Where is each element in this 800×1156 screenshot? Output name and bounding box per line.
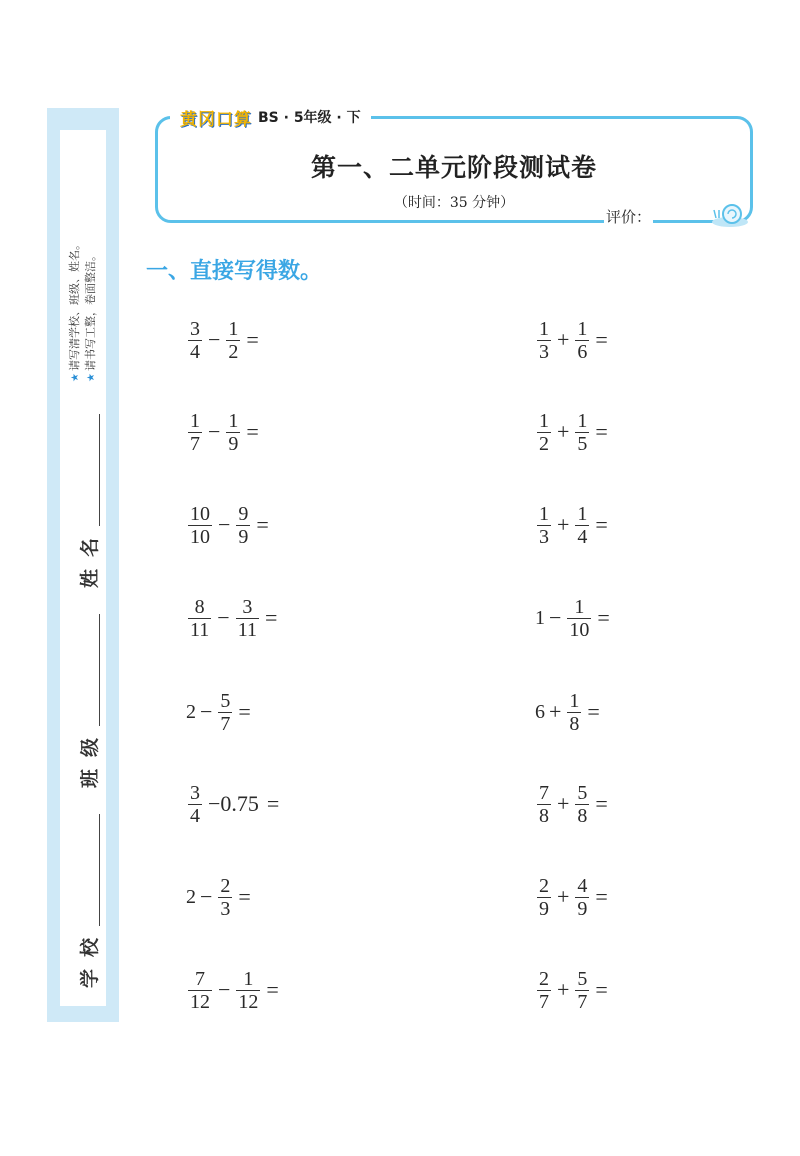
problem-3-left [186,495,273,555]
denominator: 12 [190,990,210,1013]
operator: = [595,884,608,909]
whole-number: 6 [535,700,545,723]
fraction [188,318,202,363]
numerator: 10 [190,502,210,525]
operator: + [557,327,570,352]
snail-icon [710,200,750,228]
student-info-fields [60,388,106,1006]
denominator: 8 [569,712,580,735]
problem-1-left [186,310,263,370]
numerator: 1 [228,317,239,340]
operator: + [557,977,570,1002]
operator: − [549,605,562,630]
star-icon: ★ [86,372,97,382]
problem-7-left [186,867,255,927]
numerator: 3 [242,595,253,618]
fraction [188,410,202,455]
denominator: 7 [190,432,200,455]
numerator: 1 [577,409,588,432]
operator: − [208,327,221,352]
operator: − [208,419,221,444]
numerator: 4 [577,874,588,897]
info-sidebar-panel [60,130,106,1006]
denominator: 8 [539,804,549,827]
whole-number: 2 [186,700,196,723]
fraction [575,875,589,920]
school-input-line[interactable] [79,814,100,926]
denominator: 7 [577,990,588,1013]
problem-2-left [186,402,263,462]
denominator: 3 [220,897,231,920]
numerator: 3 [190,317,200,340]
problem-8-right [535,960,612,1020]
instruction-2-text: 请书写工整，卷面整洁。 [84,249,97,371]
star-icon: ★ [70,372,81,382]
numerator: 8 [194,595,205,618]
denominator: 7 [220,712,231,735]
operator: + [557,419,570,444]
problem-7-right [535,867,612,927]
denominator: 9 [577,897,588,920]
operator: − [218,977,231,1002]
section-title: 一、直接写得数。 [146,259,323,284]
school-label: 学校 [79,925,101,988]
operator: = [256,512,269,537]
denominator: 9 [539,897,549,920]
operator: = [595,977,608,1002]
brand-logo: 黄冈口算 [180,109,252,130]
fraction [188,782,202,827]
denominator: 12 [238,990,259,1013]
instruction-1 [67,239,83,382]
denominator: 3 [539,340,549,363]
fraction [537,782,551,827]
operator: = [595,419,608,444]
denominator: 8 [577,804,588,827]
fraction [188,503,212,548]
name-label: 姓名 [79,525,101,588]
fraction [188,596,211,641]
info-sidebar [47,108,119,1022]
time-limit: （时间：35 分钟） [393,195,515,211]
fraction [567,690,581,735]
class-input-line[interactable] [79,614,100,726]
numerator: 2 [539,874,549,897]
operator: = [587,699,600,724]
fraction [236,596,259,641]
numerator: 5 [577,781,588,804]
fraction [537,410,551,455]
instruction-1-text: 请写清学校、班级、姓名。 [68,238,81,371]
fraction [575,782,589,827]
operator: = [595,327,608,352]
fraction [537,968,551,1013]
operator: − [218,512,231,537]
numerator: 1 [228,409,239,432]
numerator: 3 [190,781,200,804]
operator: − [200,884,213,909]
whole-number: 1 [535,606,545,629]
fraction [575,968,589,1013]
operator: = [238,884,251,909]
problem-8-left [186,960,283,1020]
denominator: 7 [539,990,549,1013]
denominator: 10 [569,618,590,641]
class-field [79,614,106,788]
numerator: 1 [569,689,580,712]
denominator: 2 [539,432,549,455]
numerator: 5 [577,967,588,990]
fraction [236,968,260,1013]
problem-4-right [535,588,614,648]
operator: + [549,699,562,724]
class-label: 班级 [79,725,101,788]
info-sidebar-rotated [60,130,106,1006]
numerator: 7 [195,967,205,990]
problem-5-left [186,682,255,742]
denominator: 10 [190,525,210,548]
problem-4-left [186,588,281,648]
fraction [218,690,232,735]
instruction-2 [83,239,99,382]
denominator: 9 [228,432,239,455]
problem-1-right [535,310,612,370]
denominator: 11 [190,618,210,641]
operator: = [264,605,278,630]
rating-label: 评价： [606,208,652,226]
operator: = [266,977,279,1002]
fraction [226,410,240,455]
numerator: 1 [243,967,254,990]
fraction [537,318,551,363]
numerator: 1 [577,502,588,525]
operator: + [557,512,570,537]
numerator: 1 [190,409,200,432]
numerator: 1 [577,317,588,340]
problem-6-left [186,774,283,834]
fraction [236,503,250,548]
fraction [218,875,232,920]
denominator: 4 [190,340,200,363]
denominator: 11 [237,618,257,641]
fraction [537,875,551,920]
operator: = [595,791,608,816]
fraction [567,596,591,641]
denominator: 6 [577,340,588,363]
brand-tag [170,104,371,130]
operator: −0.75 [208,791,259,816]
operator: + [557,884,570,909]
instructions [67,239,99,382]
numerator: 1 [574,595,585,618]
numerator: 1 [539,317,549,340]
numerator: 7 [539,781,549,804]
numerator: 5 [220,689,231,712]
school-field [79,814,106,988]
numerator: 2 [539,967,549,990]
problem-5-right [535,682,604,742]
numerator: 2 [220,874,231,897]
operator: = [597,605,610,630]
operator: = [246,419,259,444]
problem-6-right [535,774,612,834]
denominator: 3 [539,525,549,548]
whole-number: 2 [186,885,196,908]
fraction [575,503,589,548]
fraction [226,318,240,363]
denominator: 4 [577,525,588,548]
name-field [79,414,106,588]
name-input-line[interactable] [79,414,100,526]
numerator: 1 [539,502,549,525]
operator: = [238,699,251,724]
denominator: 4 [190,804,200,827]
edition-label: BS · 5年级 · 下 [258,110,361,126]
operator: + [557,791,570,816]
numerator: 9 [238,502,249,525]
fraction [188,968,212,1013]
numerator: 1 [539,409,549,432]
operator: = [595,512,608,537]
denominator: 2 [228,340,239,363]
denominator: 5 [577,432,588,455]
problem-2-right [535,402,612,462]
fraction [575,318,589,363]
operator: = [246,327,259,352]
operator: − [200,699,213,724]
fraction [537,503,551,548]
operator: = [266,791,280,816]
problem-3-right [535,495,612,555]
denominator: 9 [238,525,249,548]
fraction [575,410,589,455]
page-title: 第一、二单元阶段测试卷 [310,153,597,182]
operator: − [217,605,230,630]
